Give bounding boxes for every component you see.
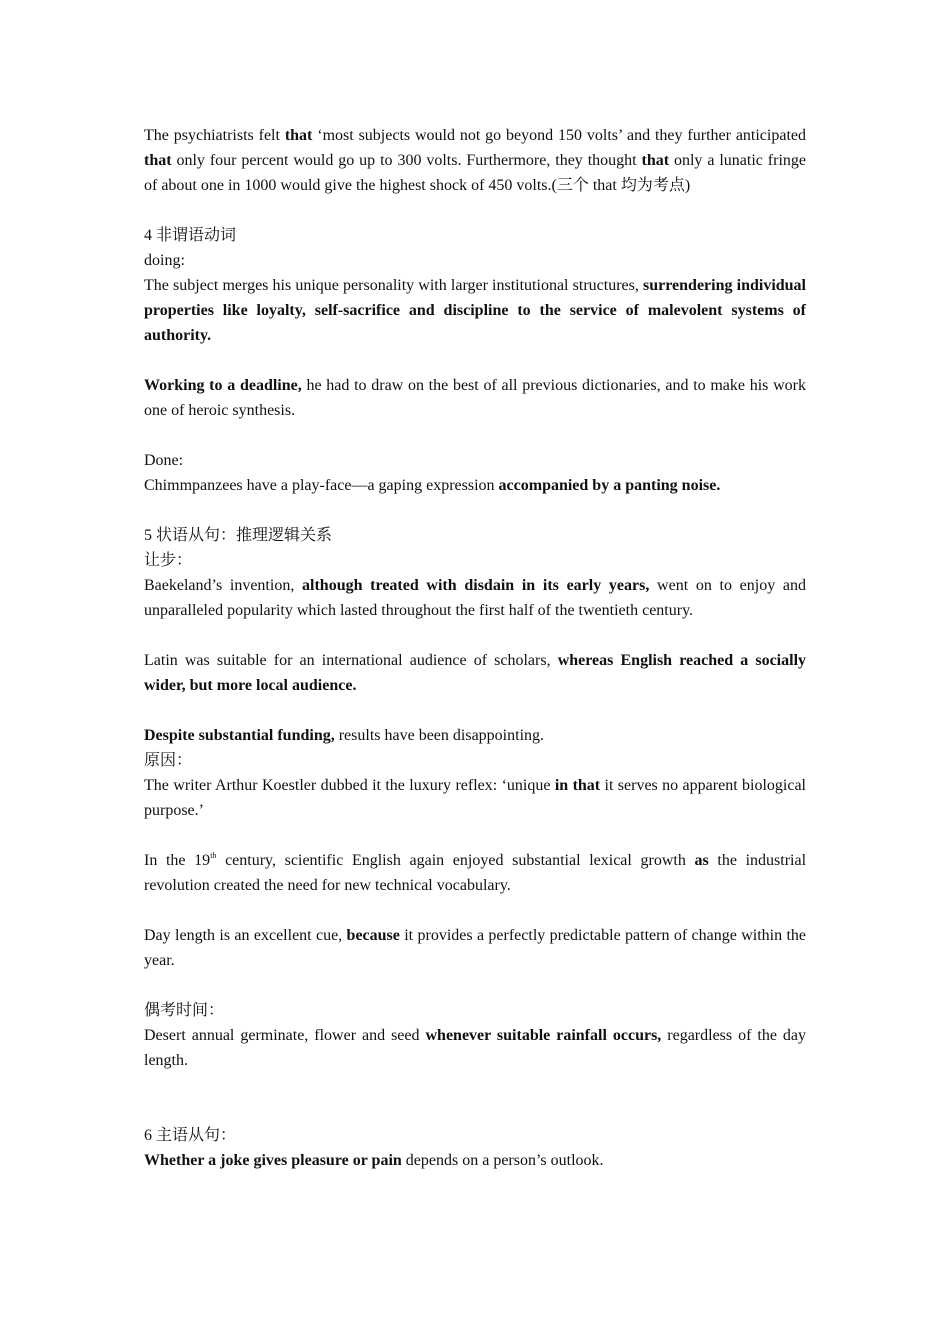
bold-run: because [346, 927, 400, 944]
text-run: the industrial revolution created the need for new technical vocabulary. [144, 852, 807, 894]
bold-run: accompanied by a panting noise. [498, 477, 721, 494]
example-chimpanzees [144, 473, 806, 498]
bold-run: that [144, 152, 172, 169]
bold-run: that [284, 127, 313, 144]
text-run: The subject merges his unique personality with larger institutional structures, [144, 277, 643, 294]
bold-run: surrendering individual properties like loyalty, self-sacrifice and discipline to the service of malevolent systems of authority. [144, 277, 807, 344]
example-whether-joke [144, 1148, 806, 1173]
example-koestler [144, 773, 806, 823]
bold-run: Working to a deadline, [144, 377, 302, 394]
section-heading-5: 5 状语从句：推理逻辑关系 [144, 527, 333, 544]
text-run: ‘most subjects would not go beyond 150 volts’ and they further anticipated [312, 127, 807, 144]
text-run: regardless of the day length. [144, 1027, 807, 1069]
bold-run: Whether a joke gives pleasure or pain [144, 1152, 402, 1169]
text-run: depends on a person’s outlook. [401, 1152, 604, 1169]
text-run: In the 19 [144, 852, 211, 869]
example-baekeland [144, 573, 806, 623]
bold-run: in that [554, 777, 601, 794]
bold-run: whereas English reached a socially wider, but more local audience. [144, 652, 807, 694]
text-run: century, scientific English again enjoyed substantial lexical growth [216, 852, 695, 869]
text-run: Latin was suitable for an international audience of scholars, [144, 652, 558, 669]
paragraph-psychiatrists [144, 123, 806, 198]
example-latin [144, 648, 806, 698]
text-run: The psychiatrists felt [144, 127, 285, 144]
text-run: results have been disappointing. [334, 727, 545, 744]
label-reason: 原因： [144, 752, 193, 769]
section-heading-4: 4 非谓语动词 [144, 227, 237, 244]
example-despite [144, 723, 806, 748]
text-run: he had to draw on the best of all previous dictionaries, and to make his work one of heroic synthesis. [144, 377, 806, 419]
text-run: The writer Arthur Koestler dubbed it the luxury reflex: ‘unique [144, 777, 555, 794]
text-run: only a lunatic fringe of about one in 1000 would give the highest shock of 450 volts.(三个 that 均为考点) [144, 152, 806, 194]
label-done: Done: [144, 452, 184, 469]
text-run: only four percent would go up to 300 volts. Furthermore, they thought [171, 152, 642, 169]
label-concession: 让步： [144, 552, 193, 569]
example-19th-century [144, 848, 806, 898]
text-run: Day length is an excellent cue, [144, 927, 347, 944]
document-body [144, 123, 806, 1173]
bold-run: as [694, 852, 709, 869]
text-run: went on to enjoy and unparalleled popularity which lasted throughout the first half of the twentieth century. [144, 577, 806, 619]
text-run: it serves no apparent biological purpose.’ [144, 777, 807, 819]
example-surrendering [144, 273, 806, 348]
bold-run: although treated with disdain in its early years, [302, 577, 650, 594]
bold-run: whenever suitable rainfall occurs, [425, 1027, 662, 1044]
example-day-length [144, 923, 806, 973]
label-time: 偶考时间： [144, 1002, 225, 1019]
example-desert-annual [144, 1023, 806, 1073]
bold-run: Despite substantial funding, [144, 727, 335, 744]
superscript: th [210, 851, 217, 860]
text-run: Desert annual germinate, flower and seed [144, 1027, 426, 1044]
text-run: Chimmpanzees have a play-face—a gaping expression [144, 477, 499, 494]
example-working-deadline [144, 373, 806, 423]
bold-run: that [641, 152, 670, 169]
section-heading-6: 6 主语从句： [144, 1127, 237, 1144]
label-doing: doing: [144, 252, 185, 269]
text-run: Baekeland’s invention, [144, 577, 303, 594]
text-run: it provides a perfectly predictable pattern of change within the year. [144, 927, 806, 969]
